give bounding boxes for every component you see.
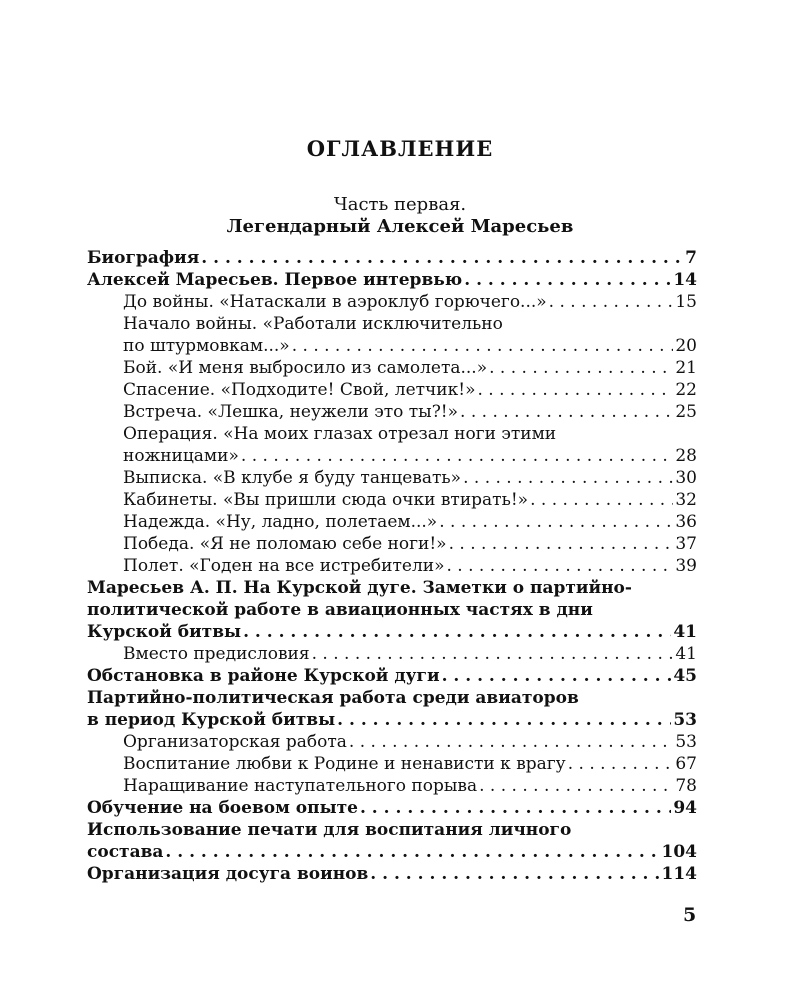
toc-leader-dots xyxy=(549,291,674,313)
toc-entry-page: 104 xyxy=(661,842,697,862)
toc-entry-title: До войны. «Натаскали в аэроклуб горючего...» xyxy=(123,292,547,312)
toc-entry-title: Обстановка в районе Курской дуги xyxy=(87,666,440,686)
toc-entry-page: 28 xyxy=(675,446,697,466)
toc-entry-press-line1[interactable]: Использование печати для воспитания личного xyxy=(87,820,572,840)
toc-entry-title: Надежда. «Ну, ладно, полетаем...» xyxy=(123,512,438,532)
toc-entry-title: Обучение на боевом опыте xyxy=(87,798,358,818)
table-of-contents xyxy=(87,247,697,885)
toc-entry-rescue[interactable] xyxy=(87,379,697,401)
toc-entry-title: Победа. «Я не поломаю себе ноги!» xyxy=(123,534,447,554)
toc-entry-page: 21 xyxy=(675,358,697,378)
toc-leader-dots xyxy=(292,335,674,357)
toc-entry-operation[interactable] xyxy=(87,445,697,467)
toc-leader-dots xyxy=(463,467,673,489)
toc-heading: ОГЛАВЛЕНИЕ xyxy=(306,136,494,161)
toc-entry-discharge[interactable] xyxy=(87,467,697,489)
toc-entry-title: Организаторская работа xyxy=(123,732,347,752)
toc-entry-page: 53 xyxy=(673,710,697,730)
toc-entry-page: 37 xyxy=(675,534,697,554)
toc-entry-patriotism[interactable] xyxy=(87,753,697,775)
part-label: Часть первая. xyxy=(333,194,467,215)
toc-entry-page: 67 xyxy=(675,754,697,774)
toc-leader-dots xyxy=(165,841,659,863)
toc-entry-title: Курской битвы xyxy=(87,622,242,642)
toc-entry-organizational[interactable] xyxy=(87,731,697,753)
toc-entry-kursk-notes-line2[interactable]: политической работе в авиационных частях в дни xyxy=(87,600,593,620)
toc-entry-first-interview[interactable] xyxy=(87,269,697,291)
toc-leader-dots xyxy=(370,863,659,885)
toc-leader-dots xyxy=(243,621,671,643)
toc-entry-title: по штурмовкам...» xyxy=(123,336,290,356)
toc-entry-title: Воспитание любви к Родине и ненависти к врагу xyxy=(123,754,566,774)
toc-leader-dots xyxy=(241,445,673,467)
toc-entry-situation[interactable] xyxy=(87,665,697,687)
toc-leader-dots xyxy=(460,401,673,423)
toc-entry-page: 22 xyxy=(675,380,697,400)
toc-leader-dots xyxy=(568,753,674,775)
toc-entry-war-start-line1[interactable]: Начало войны. «Работали исключительно xyxy=(123,314,503,334)
toc-leader-dots xyxy=(530,489,673,511)
toc-entry-victory[interactable] xyxy=(87,533,697,555)
toc-entry-page: 25 xyxy=(675,402,697,422)
toc-entry-hope[interactable] xyxy=(87,511,697,533)
toc-entry-before-war[interactable] xyxy=(87,291,697,313)
toc-entry-title: Спасение. «Подходите! Свой, летчик!» xyxy=(123,380,476,400)
toc-entry-title: Биография xyxy=(87,248,200,268)
toc-entry-kursk-notes-line1[interactable]: Маресьев А. П. На Курской дуге. Заметки о партийно- xyxy=(87,578,632,598)
toc-entry-title: Выписка. «В клубе я буду танцевать» xyxy=(123,468,462,488)
toc-entry-title: Полет. «Годен на все истребители» xyxy=(123,556,445,576)
toc-entry-title: Встреча. «Лешка, неужели это ты?!» xyxy=(123,402,459,422)
toc-leader-dots xyxy=(312,643,674,665)
toc-entry-page: 45 xyxy=(673,666,697,686)
toc-entry-page: 53 xyxy=(675,732,697,752)
toc-entry-battle[interactable] xyxy=(87,357,697,379)
toc-entry-meeting[interactable] xyxy=(87,401,697,423)
toc-leader-dots xyxy=(349,731,673,753)
toc-entry-party-work-line1[interactable]: Партийно-политическая работа среди авиаторов xyxy=(87,688,579,708)
toc-entry-biography[interactable] xyxy=(87,247,697,269)
toc-entry-page: 7 xyxy=(685,248,697,268)
toc-leader-dots xyxy=(201,247,683,269)
toc-leader-dots xyxy=(442,665,672,687)
toc-entry-title: Организация досуга воинов xyxy=(87,864,369,884)
toc-entry-title: Кабинеты. «Вы пришли сюда очки втирать!» xyxy=(123,490,529,510)
toc-entry-page: 36 xyxy=(675,512,697,532)
part-title: Легендарный Алексей Маресьев xyxy=(226,216,574,237)
toc-entry-operation-line1[interactable]: Операция. «На моих глазах отрезал ноги этими xyxy=(123,424,557,444)
toc-entry-page: 32 xyxy=(675,490,697,510)
toc-entry-page: 20 xyxy=(675,336,697,356)
toc-entry-party-work[interactable] xyxy=(87,709,697,731)
toc-entry-foreword[interactable] xyxy=(87,643,697,665)
toc-entry-title: ножницами» xyxy=(123,446,239,466)
toc-entry-leisure[interactable] xyxy=(87,863,697,885)
toc-leader-dots xyxy=(479,775,673,797)
toc-entry-page: 41 xyxy=(673,622,697,642)
toc-entry-training[interactable] xyxy=(87,797,697,819)
page-number: 5 xyxy=(683,904,697,926)
toc-entry-page: 14 xyxy=(673,270,697,290)
toc-entry-offensive[interactable] xyxy=(87,775,697,797)
toc-entry-page: 30 xyxy=(675,468,697,488)
toc-leader-dots xyxy=(477,379,673,401)
toc-entry-page: 39 xyxy=(675,556,697,576)
toc-entry-flight[interactable] xyxy=(87,555,697,577)
toc-entry-title: Наращивание наступательного порыва xyxy=(123,776,478,796)
toc-leader-dots xyxy=(439,511,673,533)
toc-entry-war-start[interactable] xyxy=(87,335,697,357)
toc-leader-dots xyxy=(464,269,671,291)
toc-leader-dots xyxy=(449,533,674,555)
toc-entry-kursk-notes[interactable] xyxy=(87,621,697,643)
toc-entry-title: Вместо предисловия xyxy=(123,644,310,664)
toc-entry-title: в период Курской битвы xyxy=(87,710,336,730)
toc-entry-title: состава xyxy=(87,842,164,862)
toc-entry-title: Бой. «И меня выбросило из самолета...» xyxy=(123,358,488,378)
toc-entry-page: 78 xyxy=(675,776,697,796)
toc-entry-offices[interactable] xyxy=(87,489,697,511)
toc-leader-dots xyxy=(446,555,673,577)
toc-entry-page: 114 xyxy=(661,864,697,884)
toc-entry-page: 94 xyxy=(673,798,697,818)
toc-entry-title: Алексей Маресьев. Первое интервью xyxy=(87,270,463,290)
toc-leader-dots xyxy=(360,797,671,819)
toc-leader-dots xyxy=(489,357,673,379)
toc-entry-page: 41 xyxy=(675,644,697,664)
toc-entry-press[interactable] xyxy=(87,841,697,863)
toc-leader-dots xyxy=(337,709,671,731)
toc-entry-page: 15 xyxy=(675,292,697,312)
